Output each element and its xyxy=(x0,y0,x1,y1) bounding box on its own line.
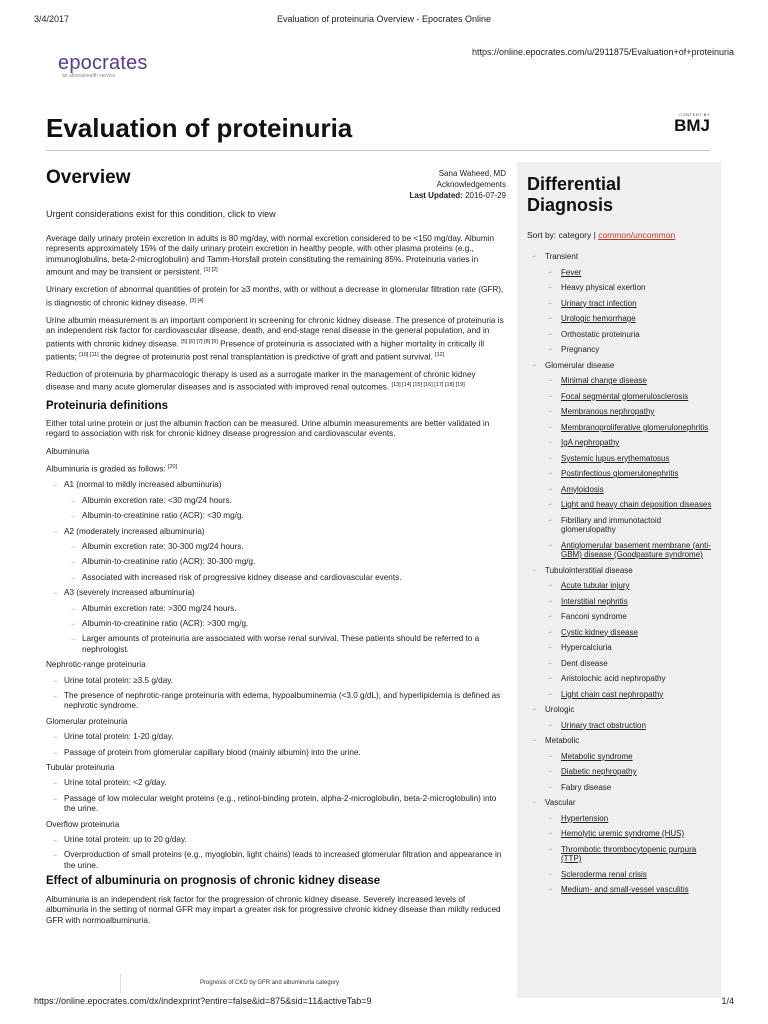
diagnosis-item-label: Urinary tract infection xyxy=(561,298,637,308)
diagnosis-item-label: Aristolochic acid nephropathy xyxy=(561,674,666,683)
list-item: → Urine total protein: 1-20 g/day. xyxy=(46,732,504,742)
diagnosis-item[interactable] xyxy=(545,721,717,731)
diagnosis-group-label: Metabolic xyxy=(545,736,580,745)
list-item: → The presence of nephrotic-range proteinuria with edema, hypoalbuminemia (<3.0 g/dL), and hyperlipidemia is defined as nephrotic syndrome. xyxy=(46,691,504,712)
title-divider xyxy=(46,150,710,151)
list-item: → Urine total protein: ≥3.5 g/day. xyxy=(46,676,504,686)
overflow-label: Overflow proteinuria xyxy=(46,819,120,829)
acknowledgements-link[interactable]: Acknowledgements xyxy=(436,180,506,189)
diagnosis-item[interactable] xyxy=(545,845,717,864)
nephrotic-label: Nephrotic-range proteinuria xyxy=(46,660,146,670)
list-item: → Overproduction of small proteins (e.g., myoglobin, light chains) leads to increased glomerular filtration and appearance in the urine. xyxy=(46,850,504,871)
sidebar-title: Differential Diagnosis xyxy=(527,174,622,215)
diagnosis-item[interactable] xyxy=(545,628,717,638)
diagnosis-item[interactable] xyxy=(545,885,717,895)
figure-caption: Prognosis of CKD by GFR and albuminuria category xyxy=(200,980,340,986)
diagnosis-item[interactable] xyxy=(545,690,717,700)
diagnosis-item[interactable] xyxy=(545,469,717,479)
diagnosis-item xyxy=(545,516,717,535)
bmj-name: BMJ xyxy=(674,116,710,135)
print-url: https://online.epocrates.com/u/2911875/Evaluation+of+proteinuria xyxy=(471,47,734,57)
diagnosis-item[interactable] xyxy=(545,438,717,448)
diagnosis-item-label: Hypertension xyxy=(561,813,609,823)
diagnosis-group[interactable] xyxy=(529,705,717,730)
definitions-intro: Either total urine protein or just the albumin fraction can be measured. Urine albumin measurements are better validated in regard to association with risk for chronic kidney disease progression and cardiovascular events. xyxy=(46,418,490,439)
diagnosis-item-label: Orthostatic proteinuria xyxy=(561,329,640,339)
diagnosis-item[interactable] xyxy=(545,392,717,402)
diagnosis-item-label: Membranoproliferative glomerulonephritis xyxy=(561,422,709,432)
grade-a3: → A3 (severely increased albuminuria) → Albumin excretion rate: >300 mg/24 hours. → Albumin-to-creatinine ratio (ACR): >300 mg/g. → Larger amounts of proteinuria are associated with worse renal survival. These patients should be referred to a nephrologist. xyxy=(46,588,504,655)
last-updated: Last Updated: 2016-07-29 xyxy=(409,191,506,200)
diagnosis-group[interactable] xyxy=(529,736,717,792)
footer-url: https://online.epocrates.com/dx/indexprint?entire=false&id=875&sid=11&activeTab=9 xyxy=(34,996,372,1006)
diagnosis-item xyxy=(545,659,717,669)
diagnosis-item[interactable] xyxy=(545,376,717,386)
diagnosis-item-label: Fabry disease xyxy=(561,782,612,792)
diagnosis-item[interactable] xyxy=(545,870,717,880)
diagnosis-group-label: Urologic xyxy=(545,705,575,714)
diagnosis-item-label: Postinfectious glomerulonephritis xyxy=(561,469,679,478)
diagnosis-item[interactable] xyxy=(545,581,717,591)
diagnosis-item xyxy=(545,330,717,340)
diagnosis-item-label: Focal segmental glomerulosclerosis xyxy=(561,391,689,401)
diagnosis-item-label: Diabetic nephropathy xyxy=(561,767,637,776)
reference-link[interactable]: [12] xyxy=(435,351,445,358)
diagnosis-item-label: Pregnancy xyxy=(561,345,600,354)
paragraph: Average daily urinary protein excretion in adults is 80 mg/day, with normal excretion considered to be <150 mg/day. Albumin represents approximately 15% of the daily urinary protein excretion in healthy people, with other plasma proteins (e.g., immunoglobulins, beta-2-microglobulin) and Tamm-Horsfall protein constituting the remaining 85%. Proteinuria varies in amount and may be transient or persistent. [1] [2] xyxy=(46,234,495,277)
diagnosis-item xyxy=(545,643,717,653)
diagnosis-item[interactable] xyxy=(545,485,717,495)
diagnosis-item-label: Heavy physical exertion xyxy=(561,283,646,292)
diagnosis-group[interactable] xyxy=(529,252,717,355)
diagnosis-item[interactable] xyxy=(545,752,717,762)
diagnosis-group-label: Glomerular disease xyxy=(545,360,615,370)
reference-link[interactable]: [3] [4] xyxy=(189,297,204,304)
diagnosis-item[interactable] xyxy=(545,423,717,433)
list-item: → Passage of protein from glomerular capillary blood (mainly albumin) into the urine. xyxy=(46,748,504,758)
article-body xyxy=(46,234,504,933)
graded-text: Albuminuria is graded as follows: [20] xyxy=(46,464,178,474)
diagnosis-group-label: Tubulointerstitial disease xyxy=(545,565,633,575)
paragraph: Urinary excretion of abnormal quantities of protein for ≥3 months, with or without a decrease in glomerular filtration rate (GFR), is diagnostic of chronic kidney disease. [3] [4] xyxy=(46,285,504,308)
list-item: → Albumin-to-creatinine ratio (ACR): <30 mg/g. xyxy=(64,511,504,521)
diagnosis-item-label: Thrombotic thrombocytopenic purpura (TTP) xyxy=(561,844,697,863)
grade-a1: → A1 (normal to mildly increased albuminuria) → Albumin excretion rate: <30 mg/24 hours. → Albumin-to-creatinine ratio (ACR): <30 mg/g. xyxy=(46,480,504,521)
diagnosis-item-label: Membranous nephropathy xyxy=(561,407,655,416)
diagnosis-item-label: Light and heavy chain deposition diseases xyxy=(561,500,712,509)
diagnosis-group-label: Vascular xyxy=(545,798,576,807)
logo-tagline: an athenahealth service xyxy=(62,73,116,79)
reference-link[interactable]: [13] [14] [15] [16] [17] [18] [19] xyxy=(391,382,465,389)
diagnosis-item-label: Systemic lupus erythematosus xyxy=(561,453,670,463)
diagnosis-item[interactable] xyxy=(545,268,717,278)
diagnosis-item[interactable] xyxy=(545,500,717,510)
diagnosis-item[interactable] xyxy=(545,814,717,824)
diagnosis-item-label: IgA nephropathy xyxy=(561,438,620,447)
figure-border xyxy=(120,974,121,994)
list-item: → Associated with increased risk of progressive kidney disease and cardiovascular events. xyxy=(64,573,504,583)
diagnosis-item-label: Acute tubular injury xyxy=(561,581,630,590)
reference-link[interactable]: [1] [2] xyxy=(203,267,218,274)
overview-heading: Overview xyxy=(46,167,131,188)
list-item: → Urine total protein: <2 g/day. xyxy=(46,778,504,788)
bmj-content-by: CONTENT BY xyxy=(679,112,710,117)
page-title: Evaluation of proteinuria xyxy=(46,113,353,143)
paragraph: Urine albumin measurement is an important component in screening for chronic kidney disease. The presence of proteinuria is an independent risk factor for cardiovascular disease, death, and end-stage renal disease in the general population, and in patients with chronic kidney disease. [5] [6] [7] [8] [9] Presence of proteinuria is associated with a higher mortality in critically ill patients; [10] [11] the degree of proteinuria post renal transplantation is predictive of graft and patient survival. [12] xyxy=(46,315,504,362)
sort-controls xyxy=(527,230,675,240)
diagnosis-item[interactable] xyxy=(545,597,717,607)
authors-block xyxy=(388,168,506,201)
diagnosis-item-label: Hemolytic uremic syndrome (HUS) xyxy=(561,829,685,838)
reference-link[interactable]: [10] [11] xyxy=(79,351,99,358)
diagnosis-item-label: Urinary tract obstruction xyxy=(561,720,646,730)
list-item: → Passage of low molecular weight proteins (e.g., retinol-binding protein, alpha-2-microglobulin, beta-2-microglobulin) into the urine. xyxy=(46,794,504,815)
diagnosis-item xyxy=(545,783,717,793)
list-item: → Larger amounts of proteinuria are associated with worse renal survival. These patients should be referred to a nephrologist. xyxy=(64,634,504,655)
print-date: 3/4/2017 xyxy=(34,14,70,24)
diagnosis-item xyxy=(545,612,717,622)
sort-common-uncommon-link[interactable]: common/uncommon xyxy=(598,230,676,240)
diagnosis-item-label: Light chain cast nephropathy xyxy=(561,689,664,699)
diagnosis-item[interactable] xyxy=(545,407,717,417)
diagnosis-item-label: Hypercalciuria xyxy=(561,643,612,652)
diagnosis-item-label: Urologic hemorrhage xyxy=(561,314,636,323)
diagnosis-item[interactable] xyxy=(545,314,717,324)
tubular-label: Tubular proteinuria xyxy=(46,763,115,773)
reference-link[interactable]: [5] [6] [7] [8] [9] xyxy=(181,338,218,345)
list-item: → Albumin excretion rate: >300 mg/24 hours. xyxy=(64,604,504,614)
diagnosis-item[interactable] xyxy=(545,299,717,309)
print-title: Evaluation of proteinuria Overview - Epocrates Online xyxy=(276,14,492,24)
effect-heading: Effect of albuminuria on prognosis of chronic kidney disease xyxy=(46,875,381,888)
diagnosis-group[interactable] xyxy=(529,361,717,560)
diagnosis-item-label: Antiglomerular basement membrane (anti-GBM) disease (Goodpasture syndrome) xyxy=(561,540,711,559)
urgent-considerations-link[interactable]: Urgent considerations exist for this condition, click to view xyxy=(46,209,276,219)
albuminuria-label: Albuminuria xyxy=(46,446,90,456)
diagnosis-item xyxy=(545,674,717,684)
diagnosis-item xyxy=(545,283,717,293)
diagnosis-item-label: Scleroderma renal crisis xyxy=(561,869,647,879)
diagnosis-group-label: Transient xyxy=(545,252,579,261)
diagnosis-item-label: Metabolic syndrome xyxy=(561,751,633,761)
diagnosis-item xyxy=(545,345,717,355)
diagnosis-item-label: Fibrillary and immunotactoid glomerulopathy xyxy=(561,515,662,534)
definitions-heading: Proteinuria definitions xyxy=(46,399,169,412)
page-number: 1/4 xyxy=(721,996,734,1006)
author-name: Sana Waheed, MD xyxy=(438,169,506,178)
diagnosis-item-label: Cystic kidney disease xyxy=(561,627,638,637)
diagnosis-item-label: Medium- and small-vessel vasculitis xyxy=(561,885,689,894)
list-item: → Albumin excretion rate: 30-300 mg/24 hours. xyxy=(64,542,504,552)
diagnosis-list xyxy=(529,252,717,901)
albuminuria-grades xyxy=(46,480,504,655)
diagnosis-item[interactable] xyxy=(545,767,717,777)
sort-label: Sort by: category | xyxy=(527,230,596,240)
list-item: → Albumin-to-creatinine ratio (ACR): >300 mg/g. xyxy=(64,619,504,629)
effect-text: Albuminuria is an independent risk factor for the progression of chronic kidney disease. Severely increased levels of albuminuria in the setting of normal GFR may impart a greater risk for progressive chronic kidney disease than mildly reduced GFR with normoalbuminuria. xyxy=(46,894,501,925)
bmj-logo xyxy=(674,112,710,134)
diagnosis-item[interactable] xyxy=(545,829,717,839)
diagnosis-item-label: Minimal change disease xyxy=(561,376,647,385)
list-item: → Albumin excretion rate: <30 mg/24 hours. xyxy=(64,496,504,506)
diagnosis-item-label: Amyloidosis xyxy=(561,484,604,494)
diagnosis-item[interactable] xyxy=(545,454,717,464)
glomerular-label: Glomerular proteinuria xyxy=(46,716,128,726)
diagnosis-group[interactable] xyxy=(529,566,717,700)
list-item: → Urine total protein: up to 20 g/day. xyxy=(46,835,504,845)
diagnosis-item-label: Interstitial nephritis xyxy=(561,596,628,606)
diagnosis-item-label: Dent disease xyxy=(561,658,608,668)
list-item: → Albumin-to-creatinine ratio (ACR): 30-300 mg/g. xyxy=(64,557,504,567)
differential-diagnosis-panel xyxy=(517,162,721,998)
logo-word: epocrates xyxy=(58,52,148,74)
grade-a2: → A2 (moderately increased albuminuria) → Albumin excretion rate: 30-300 mg/24 hours. → Albumin-to-creatinine ratio (ACR): 30-300 mg/g. → Associated with increased risk of progressive kidney disease and cardiovascular events. xyxy=(46,527,504,584)
epocrates-logo[interactable] xyxy=(58,52,148,79)
reference-link[interactable]: [20] xyxy=(167,464,178,471)
diagnosis-item-label: Fever xyxy=(561,267,582,277)
diagnosis-item[interactable] xyxy=(545,541,717,560)
paragraph: Reduction of proteinuria by pharmacologic therapy is used as a surrogate marker in the management of chronic kidney disease and many acute glomerular diseases and is associated with improved renal outcomes. [13] [14] [15] [16] [17] [18] [19] xyxy=(46,370,476,393)
diagnosis-item-label: Fanconi syndrome xyxy=(561,612,627,621)
diagnosis-group[interactable] xyxy=(529,798,717,895)
